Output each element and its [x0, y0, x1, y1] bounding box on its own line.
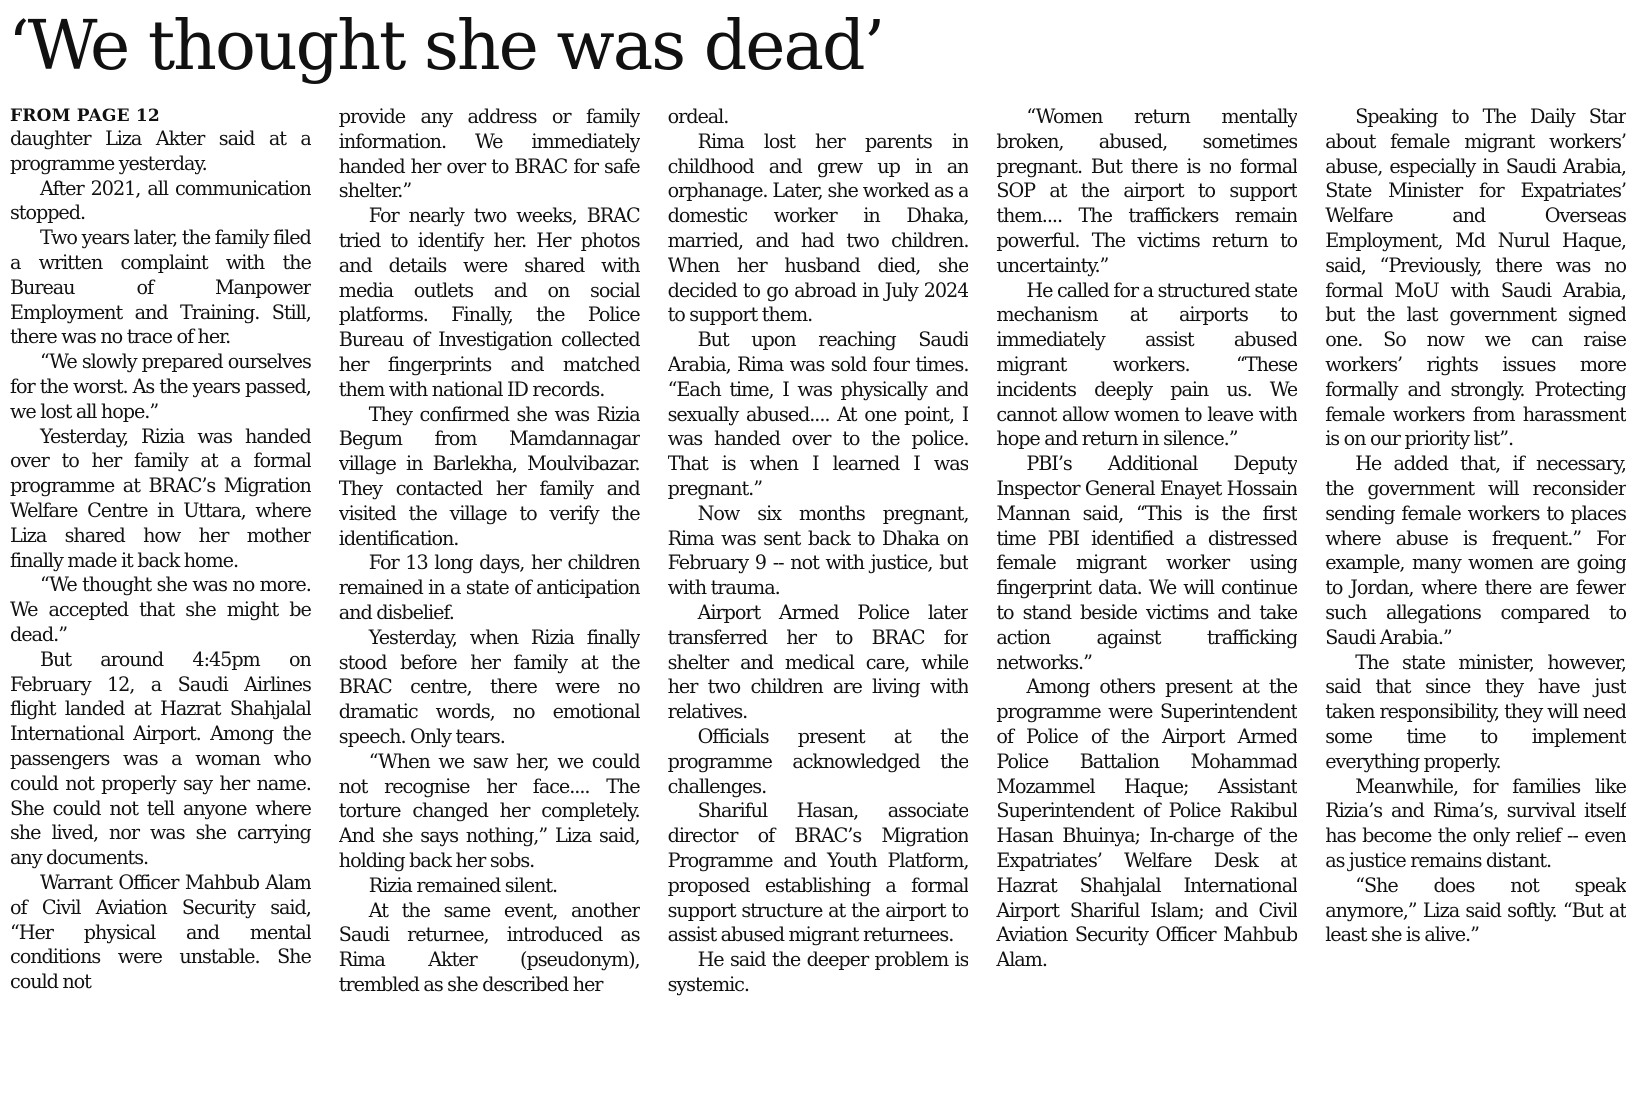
paragraph: Rima lost her parents in childhood and grew up in an orphanage. Later, she worked as a domestic worker in Dhaka, married, and had two children. When her husband died, she decided to go abroad in July 2024 to support them. — [667, 129, 969, 327]
paragraph: “When we saw her, we could not recognise her face.... The torture changed her completely. And she says nothing,” Liza said, holding back her sobs. — [338, 749, 640, 872]
paragraph: Shariful Hasan, associate director of BRAC’s Migration Programme and Youth Platform, proposed establishing a formal support structure at the airport to assist abused migrant returnees. — [667, 799, 969, 947]
paragraph: Yesterday, when Rizia finally stood before her family at the BRAC centre, there were no dramatic words, no emotional speech. Only tears. — [338, 625, 640, 748]
paragraph: Rizia remained silent. — [368, 873, 558, 897]
paragraph: For 13 long days, her children remained in a state of anticipation and disbelief. — [338, 551, 640, 624]
article-body — [10, 105, 1626, 1110]
column-4 — [996, 105, 1297, 1110]
paragraph: “Women return mentally broken, abused, sometimes pregnant. But there is no formal SOP at the airport to support them.... The traffickers remain powerful. The victims return to uncertainty.” — [996, 105, 1298, 277]
paragraph: “We slowly prepared ourselves for the worst. As the years passed, we lost all hope.” — [10, 350, 311, 423]
paragraph: At the same event, another Saudi returnee, introduced as Rima Akter (pseudonym), trembled as she described her — [338, 898, 640, 996]
paragraph: Two years later, the family filed a written complaint with the Bureau of Manpower Employment and Training. Still, there was no trace of her. — [10, 226, 311, 349]
column-1 — [10, 105, 311, 1110]
paragraph: He called for a structured state mechanism at airports to immediately assist abused migrant workers. “These incidents deeply pain us. We cannot allow women to leave with hope and return in silence.” — [996, 278, 1298, 451]
paragraph: Among others present at the programme were Superintendent of Police of the Airport Armed Police Battalion Mohammad Mozammel Haque; Assistant Superintendent of Police Rakibul Hasan Bhuinya; In-charge of the Expatriates’ Welfare Desk at Hazrat Shahjalal International Airport Shariful Islam; and Civil Aviation Security Officer Mahbub Alam. — [996, 675, 1298, 972]
paragraph: For nearly two weeks, BRAC tried to identify her. Her photos and details were shared with media outlets and on social platforms. Finally, the Police Bureau of Investigation collected her fingerprints and matched them with national ID records. — [338, 204, 640, 401]
paragraph: Airport Armed Police later transferred her to BRAC for shelter and medical care, while her two children are living with relatives. — [667, 600, 969, 724]
paragraph: ordeal. — [667, 105, 729, 128]
paragraph: provide any address or family information. We immediately handed her over to BRAC for safe shelter.” — [338, 105, 640, 203]
paragraph: After 2021, all communication stopped. — [10, 176, 311, 225]
paragraph: He added that, if necessary, the government will reconsider sending female workers to places where abuse is frequent.” For example, many women are going to Jordan, where there are fewer such allegations compared to Saudi Arabia.” — [1325, 452, 1626, 649]
column-5 — [1325, 105, 1626, 1110]
paragraph: Warrant Officer Mahbub Alam of Civil Aviation Security said, “Her physical and mental conditions were unstable. She could not — [10, 870, 311, 994]
paragraph: But around 4:45pm on February 12, a Saudi Airlines flight landed at Hazrat Shahjalal International Airport. Among the passengers was a woman who could not properly say her name. She could not tell anyone where she lived, nor was she carrying any documents. — [10, 647, 311, 870]
paragraph: The state minister, however, said that since they have just taken responsibility, they will need some time to implement everything properly. — [1325, 650, 1626, 773]
paragraph: PBI’s Additional Deputy Inspector General Enayet Hossain Mannan said, “This is the first time PBI identified a distressed female migrant worker using fingerprint data. We will continue to stand beside victims and take action against trafficking networks.” — [996, 452, 1298, 674]
paragraph: “She does not speak anymore,” Liza said softly. “But at least she is alive.” — [1325, 873, 1626, 947]
paragraph: Officials present at the programme acknowledged the challenges. — [667, 724, 969, 798]
paragraph: Now six months pregnant, Rima was sent back to Dhaka on February 9 -- not with justice, but with trauma. — [667, 501, 969, 600]
column-2 — [339, 105, 640, 1110]
paragraph: daughter Liza Akter said at a programme yesterday. — [10, 127, 311, 175]
paragraph: But upon reaching Saudi Arabia, Rima was sold four times. “Each time, I was physically and sexually abused.... At one point, I was handed over to the police. That is when I learned I was pregnant.” — [667, 328, 969, 500]
kicker: FROM PAGE 12 — [10, 106, 160, 126]
paragraph: “We thought she was no more. We accepted that she might be dead.” — [10, 573, 311, 646]
paragraph: Yesterday, Rizia was handed over to her family at a formal programme at BRAC’s Migration Welfare Centre in Uttara, where Liza shared how her mother finally made it back home. — [10, 424, 311, 572]
paragraph: He said the deeper problem is systemic. — [667, 948, 969, 996]
paragraph: Meanwhile, for families like Rizia’s and Rima’s, survival itself has become the only relief -- even as justice remains distant. — [1325, 774, 1626, 872]
column-3 — [668, 105, 969, 1110]
headline: ‘We thought she was dead’ — [8, 7, 884, 86]
paragraph: They confirmed she was Rizia Begum from Mamdannagar village in Barlekha, Moulvibazar. They contacted her family and visited the village to verify the identification. — [338, 402, 640, 550]
paragraph: Speaking to The Daily Star about female migrant workers’ abuse, especially in Saudi Arabia, State Minister for Expatriates’ Welfare and Overseas Employment, Md Nurul Haque, said, “Previously, there was no formal MoU with Saudi Arabia, but the last government signed one. So now we can raise workers’ rights issues more formally and strongly. Protecting female workers from harassment is on our priority list”. — [1325, 105, 1626, 451]
